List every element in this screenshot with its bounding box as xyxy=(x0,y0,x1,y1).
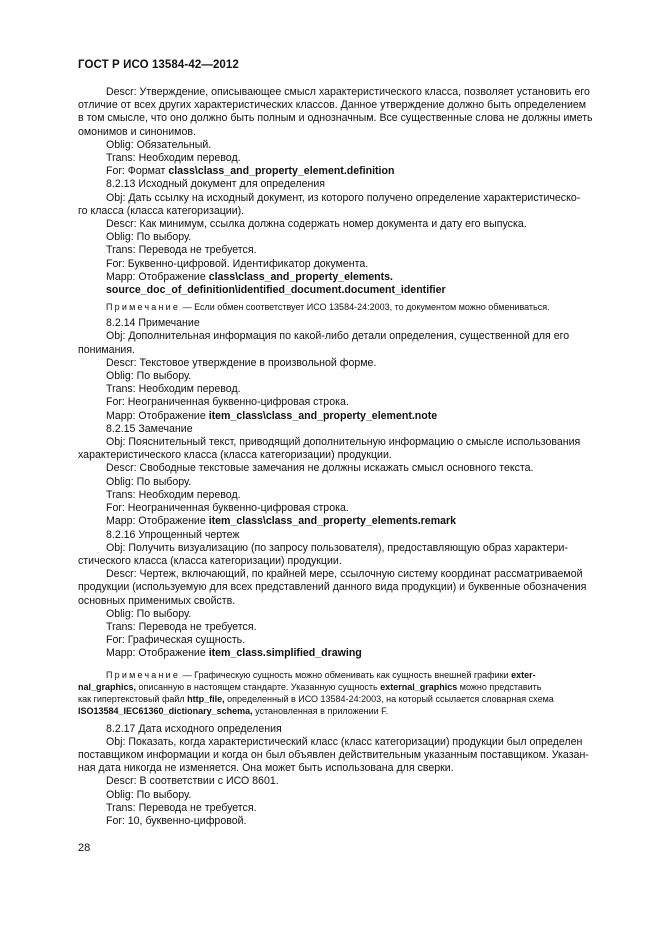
text-line xyxy=(78,647,614,660)
text-line: Trans: Необходим перевод. xyxy=(106,383,241,396)
note-line xyxy=(78,669,614,681)
text-line: характеристического класса (класса категоризации) продукции. xyxy=(78,449,392,462)
note-identifier: ISO13584_IEC61360_dictionary_schema, xyxy=(78,705,253,716)
text-line: Trans: Перевода не требуется. xyxy=(106,620,257,633)
note-text: можно представить xyxy=(457,681,542,692)
text-line: Oblig: По выбору. xyxy=(106,788,192,801)
text-line: Oblig: По выбору. xyxy=(106,370,192,383)
text-line: в том смысле, что оно должно быть полным и однозначным. Все существенные слова не должны иметь xyxy=(78,112,593,125)
text-line: Oblig: По выбору. xyxy=(106,475,192,488)
text-line: For: Неограниченная буквенно-цифровая строка. xyxy=(106,396,349,409)
text-line: Oblig: По выбору. xyxy=(106,607,192,620)
text-line: Trans: Перевода не требуется. xyxy=(106,801,257,814)
note-identifier: exter- xyxy=(511,669,536,680)
mapping-identifier: class\class_and_property_element.definition xyxy=(168,165,395,178)
text-line: ная дата никогда не изменяется. Она может быть использована для сверки. xyxy=(78,762,454,775)
text-line: Descr: Чертеж, включающий, по крайней мере, ссылочную систему координат рассматриваемой xyxy=(106,568,583,581)
text-line xyxy=(78,515,614,528)
text-line: продукции (используемую для всех представлений данного вида продукции) и буквенные обозначения xyxy=(78,581,587,594)
text-line: Obj: Показать, когда характеристический класс (класс категоризации) продукции был определен xyxy=(106,735,583,748)
text-line: Descr: Текстовое утверждение в произвольной форме. xyxy=(106,356,377,369)
text-line xyxy=(78,165,614,178)
text-line: го класса (класса категоризации). xyxy=(78,204,245,217)
text-line: For: Буквенно-цифровой. Идентификатор документа. xyxy=(106,257,369,270)
note-2 xyxy=(78,669,614,717)
page-number: 28 xyxy=(78,842,91,854)
text-line: Trans: Необходим перевод. xyxy=(106,488,241,501)
text-line: Descr: В соответствии с ИСО 8601. xyxy=(106,775,279,788)
section-heading-8-2-13: 8.2.13 Исходный документ для определения xyxy=(106,178,325,191)
note-text: — Графическую сущность можно обменивать как сущность внешней графики xyxy=(180,669,512,680)
text-line: Obj: Пояснительный текст, приводящий дополнительную информацию о смысле использования xyxy=(106,436,581,449)
text-line: основных применимых свойств. xyxy=(78,594,236,607)
text-line: Oblig: Обязательный. xyxy=(106,138,212,151)
section-heading-8-2-15: 8.2.15 Замечание xyxy=(106,422,193,435)
document-header: ГОСТ Р ИСО 13584-42—2012 xyxy=(78,59,239,71)
note-identifier: nal_graphics, xyxy=(78,681,137,692)
section-heading-8-2-16: 8.2.16 Упрощенный чертеж xyxy=(106,528,240,541)
text-line: Obj: Получить визуализацию (по запросу пользователя), предоставляющую образ характери- xyxy=(106,541,568,554)
text-span: Mapp: Отображение xyxy=(106,409,209,422)
text-span: Mapp: Отображение xyxy=(106,515,209,528)
text-line: отличие от всех других характеристических классов. Данное утверждение должно быть определением xyxy=(78,99,587,112)
text-line: стического класса (класса категоризации) продукции. xyxy=(78,554,342,567)
section-heading-8-2-17: 8.2.17 Дата исходного определения xyxy=(106,722,282,735)
note-label: Примечание xyxy=(106,302,181,313)
text-line: Obj: Дополнительная информация по какой-либо детали определения, существенной для его xyxy=(106,330,570,343)
text-span: For: Формат xyxy=(106,165,169,178)
text-line: омонимов и синонимов. xyxy=(78,125,196,138)
text-line: Descr: Утверждение, описывающее смысл характеристического класса, позволяет установить его xyxy=(106,86,590,98)
mapping-identifier: item_class\class_and_property_elements.remark xyxy=(208,515,457,528)
section-heading-8-2-14: 8.2.14 Примечание xyxy=(106,317,200,330)
note-text: как гипертекстовый файл xyxy=(78,693,188,704)
note-text: описанную в настоящем стандарте. Указанную сущность xyxy=(136,681,381,692)
text-line: For: Графическая сущность. xyxy=(106,634,246,647)
text-line: For: Неограниченная буквенно-цифровая строка. xyxy=(106,502,349,515)
text-span: Mapp: Отображение xyxy=(106,270,209,283)
text-line: поставщиком информации и когда он был объявлен действительным указанным поставщиком. Указан- xyxy=(78,748,589,761)
mapping-identifier: source_doc_of_definition\identified_document.document_identifier xyxy=(106,284,446,297)
text-line: Trans: Необходим перевод. xyxy=(106,152,241,165)
text-line: Oblig: По выбору. xyxy=(106,231,192,244)
mapping-identifier: item_class.simplified_drawing xyxy=(208,647,362,660)
text-line: For: 10, буквенно-цифровой. xyxy=(106,814,247,827)
note-text: — Если обмен соответствует ИСО 13584-24:2003, то документом можно обмениваться. xyxy=(180,302,550,313)
mapping-identifier: class\class_and_property_elements. xyxy=(208,270,394,283)
note-identifier: http_file, xyxy=(187,693,225,704)
note-line xyxy=(78,705,614,717)
text-span: Mapp: Отображение xyxy=(106,647,209,660)
mapping-identifier: item_class\class_and_property_element.note xyxy=(208,409,438,422)
text-line: Obj: Дать ссылку на исходный документ, из которого получено определение характеристическо- xyxy=(106,191,581,204)
note-1 xyxy=(78,301,614,313)
note-identifier: external_graphics xyxy=(380,681,458,692)
text-line: Descr: Свободные текстовые замечания не должны искажать смысл основного текста. xyxy=(106,462,534,475)
note-text: определенный в ИСО 13584-24:2003, на который ссылается словарная схема xyxy=(224,693,554,704)
note-text: установленная в приложении F. xyxy=(252,705,389,716)
text-line: понимания. xyxy=(78,343,136,356)
text-line xyxy=(78,271,614,284)
note-line xyxy=(78,681,614,693)
document-body xyxy=(78,86,614,828)
note-label: Примечание xyxy=(106,669,181,680)
text-line xyxy=(78,410,614,423)
text-line: Trans: Перевода не требуется. xyxy=(106,244,257,257)
text-line: Descr: Как минимум, ссылка должна содержать номер документа и дату его выпуска. xyxy=(106,218,527,231)
note-line xyxy=(78,693,614,705)
